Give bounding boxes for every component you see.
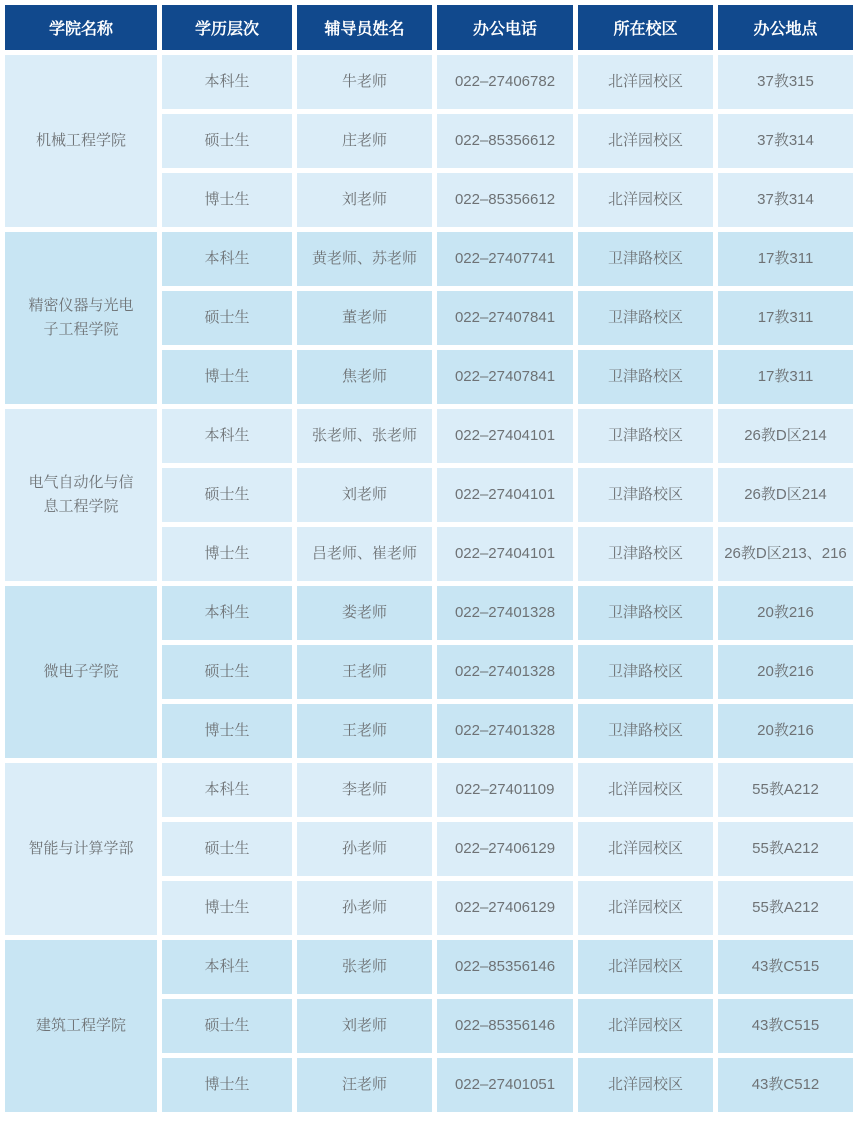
level-cell: 本科生 — [162, 763, 292, 817]
office-cell: 37教314 — [718, 114, 853, 168]
counselor-cell: 孙老师 — [297, 822, 432, 876]
campus-cell: 北洋园校区 — [578, 940, 713, 994]
level-cell: 博士生 — [162, 527, 292, 581]
counselor-cell: 王老师 — [297, 645, 432, 699]
level-cell: 本科生 — [162, 586, 292, 640]
phone-cell: 022–85356146 — [437, 940, 573, 994]
counselor-cell: 王老师 — [297, 704, 432, 758]
campus-cell: 卫津路校区 — [578, 291, 713, 345]
campus-cell: 北洋园校区 — [578, 114, 713, 168]
counselor-cell: 张老师、张老师 — [297, 409, 432, 463]
level-cell: 硕士生 — [162, 822, 292, 876]
column-header-phone: 办公电话 — [437, 5, 573, 50]
phone-cell: 022–27401328 — [437, 645, 573, 699]
column-header-level: 学历层次 — [162, 5, 292, 50]
level-cell: 硕士生 — [162, 114, 292, 168]
counselor-cell: 庄老师 — [297, 114, 432, 168]
level-cell: 硕士生 — [162, 291, 292, 345]
campus-cell: 卫津路校区 — [578, 704, 713, 758]
campus-cell: 卫津路校区 — [578, 468, 713, 522]
counselor-cell: 娄老师 — [297, 586, 432, 640]
campus-cell: 北洋园校区 — [578, 999, 713, 1053]
campus-cell: 卫津路校区 — [578, 409, 713, 463]
level-cell: 本科生 — [162, 940, 292, 994]
phone-cell: 022–27401051 — [437, 1058, 573, 1112]
level-cell: 硕士生 — [162, 645, 292, 699]
counselor-cell: 黄老师、苏老师 — [297, 232, 432, 286]
column-header-college: 学院名称 — [5, 5, 157, 50]
counselor-cell: 吕老师、崔老师 — [297, 527, 432, 581]
table-row — [5, 763, 853, 817]
counselor-cell: 焦老师 — [297, 350, 432, 404]
counselor-cell: 董老师 — [297, 291, 432, 345]
header-row — [5, 5, 853, 50]
campus-cell: 卫津路校区 — [578, 527, 713, 581]
campus-cell: 卫津路校区 — [578, 232, 713, 286]
office-cell: 26教D区214 — [718, 468, 853, 522]
counselor-cell: 刘老师 — [297, 173, 432, 227]
phone-cell: 022–27406129 — [437, 881, 573, 935]
office-cell: 55教A212 — [718, 881, 853, 935]
level-cell: 博士生 — [162, 173, 292, 227]
phone-cell: 022–27404101 — [437, 468, 573, 522]
table-row — [5, 940, 853, 994]
table-body — [5, 55, 853, 1112]
phone-cell: 022–27401109 — [437, 763, 573, 817]
phone-cell: 022–27406782 — [437, 55, 573, 109]
office-cell: 20教216 — [718, 586, 853, 640]
college-name-cell: 智能与计算学部 — [5, 763, 157, 935]
phone-cell: 022–27401328 — [437, 586, 573, 640]
office-cell: 43教C512 — [718, 1058, 853, 1112]
campus-cell: 卫津路校区 — [578, 350, 713, 404]
phone-cell: 022–85356612 — [437, 173, 573, 227]
phone-cell: 022–85356146 — [437, 999, 573, 1053]
counselor-cell: 汪老师 — [297, 1058, 432, 1112]
level-cell: 硕士生 — [162, 468, 292, 522]
level-cell: 博士生 — [162, 350, 292, 404]
campus-cell: 北洋园校区 — [578, 822, 713, 876]
campus-cell: 北洋园校区 — [578, 1058, 713, 1112]
phone-cell: 022–27407841 — [437, 291, 573, 345]
counselor-cell: 刘老师 — [297, 999, 432, 1053]
table-row — [5, 232, 853, 286]
college-name-cell: 电气自动化与信息工程学院 — [5, 409, 157, 581]
counselor-cell: 孙老师 — [297, 881, 432, 935]
office-cell: 20教216 — [718, 704, 853, 758]
table-row — [5, 586, 853, 640]
phone-cell: 022–27404101 — [437, 527, 573, 581]
office-cell: 43教C515 — [718, 999, 853, 1053]
office-cell: 43教C515 — [718, 940, 853, 994]
college-name-cell: 机械工程学院 — [5, 55, 157, 227]
college-name-cell: 精密仪器与光电子工程学院 — [5, 232, 157, 404]
college-name-cell: 建筑工程学院 — [5, 940, 157, 1112]
campus-cell: 卫津路校区 — [578, 645, 713, 699]
college-name-cell: 微电子学院 — [5, 586, 157, 758]
column-header-counselor: 辅导员姓名 — [297, 5, 432, 50]
level-cell: 博士生 — [162, 881, 292, 935]
counselor-cell: 李老师 — [297, 763, 432, 817]
office-cell: 37教314 — [718, 173, 853, 227]
phone-cell: 022–27401328 — [437, 704, 573, 758]
office-cell: 26教D区213、216 — [718, 527, 853, 581]
level-cell: 本科生 — [162, 55, 292, 109]
phone-cell: 022–27407741 — [437, 232, 573, 286]
campus-cell: 北洋园校区 — [578, 881, 713, 935]
campus-cell: 北洋园校区 — [578, 55, 713, 109]
campus-cell: 北洋园校区 — [578, 173, 713, 227]
table-row — [5, 409, 853, 463]
level-cell: 博士生 — [162, 1058, 292, 1112]
office-cell: 55教A212 — [718, 763, 853, 817]
office-cell: 26教D区214 — [718, 409, 853, 463]
phone-cell: 022–27407841 — [437, 350, 573, 404]
phone-cell: 022–27406129 — [437, 822, 573, 876]
office-cell: 17教311 — [718, 291, 853, 345]
office-cell: 55教A212 — [718, 822, 853, 876]
campus-cell: 北洋园校区 — [578, 763, 713, 817]
level-cell: 本科生 — [162, 232, 292, 286]
table-header — [5, 5, 853, 50]
counselor-cell: 刘老师 — [297, 468, 432, 522]
level-cell: 硕士生 — [162, 999, 292, 1053]
office-cell: 17教311 — [718, 232, 853, 286]
office-cell: 17教311 — [718, 350, 853, 404]
phone-cell: 022–27404101 — [437, 409, 573, 463]
column-header-campus: 所在校区 — [578, 5, 713, 50]
table-row — [5, 55, 853, 109]
column-header-office: 办公地点 — [718, 5, 853, 50]
level-cell: 本科生 — [162, 409, 292, 463]
counselor-cell: 张老师 — [297, 940, 432, 994]
campus-cell: 卫津路校区 — [578, 586, 713, 640]
office-cell: 20教216 — [718, 645, 853, 699]
office-cell: 37教315 — [718, 55, 853, 109]
level-cell: 博士生 — [162, 704, 292, 758]
counselor-cell: 牛老师 — [297, 55, 432, 109]
phone-cell: 022–85356612 — [437, 114, 573, 168]
